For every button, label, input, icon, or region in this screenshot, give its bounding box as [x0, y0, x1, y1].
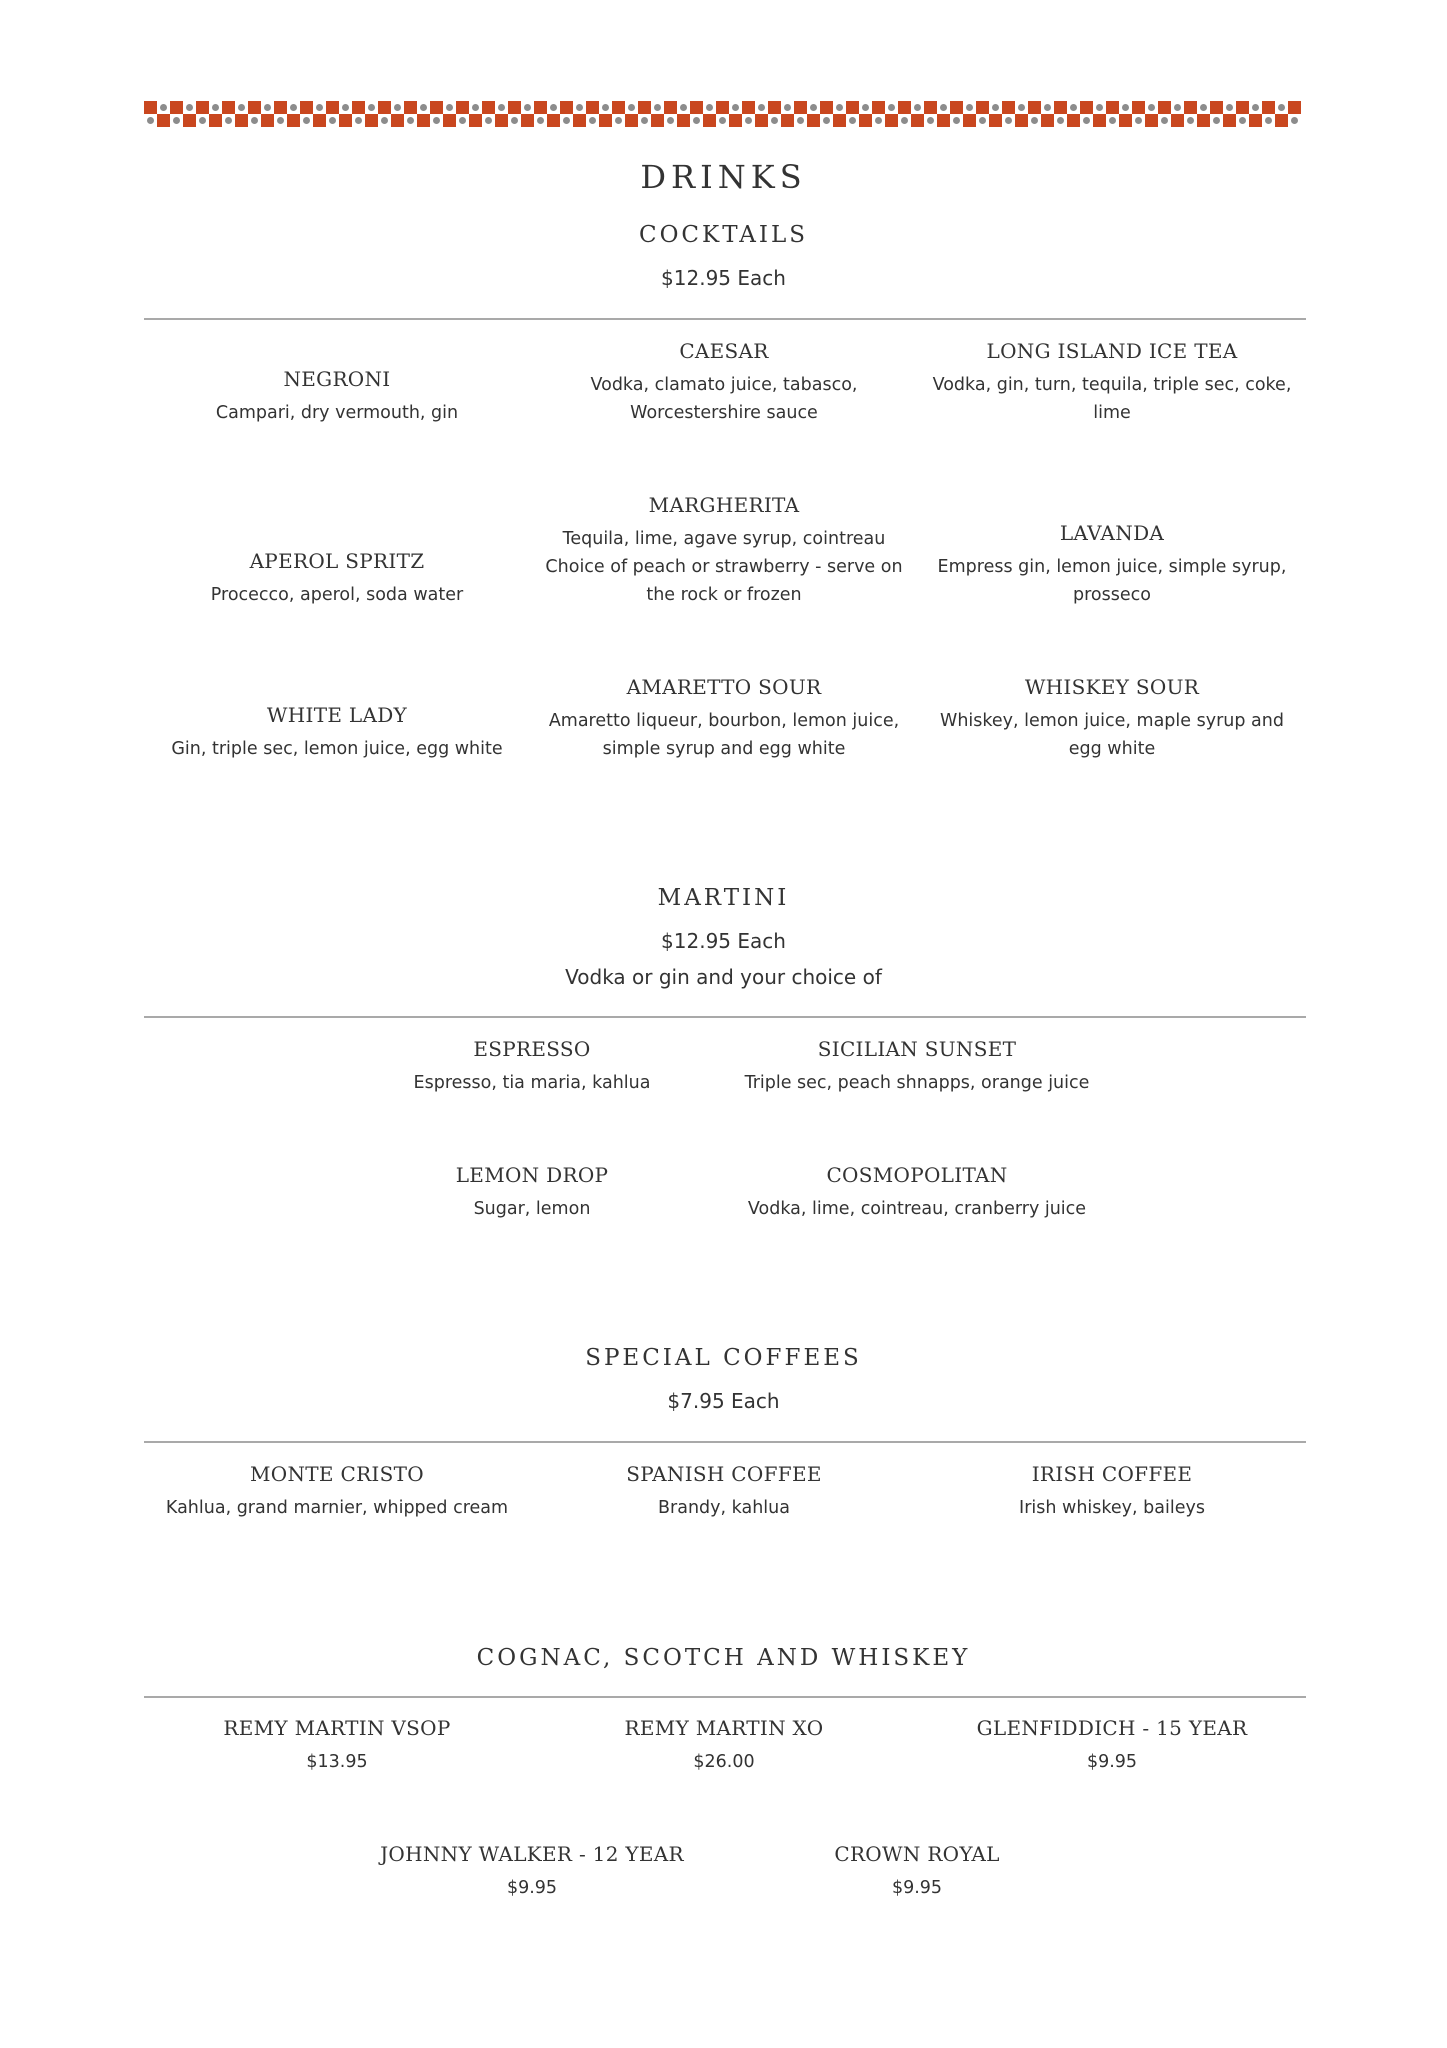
item-name: WHITE LADY [266, 703, 408, 727]
item-name: CROWN ROYAL [834, 1842, 1000, 1866]
item-name: NEGRONI [283, 367, 391, 391]
divider [144, 1016, 1306, 1018]
item-name: COSMOPOLITAN [826, 1163, 1008, 1187]
item-name: AMARETTO SOUR [626, 675, 822, 699]
menu-item [922, 521, 1302, 609]
item-description: Espresso, tia maria, kahlua [413, 1073, 651, 1093]
cocktails-title: COCKTAILS [638, 222, 809, 248]
menu-item [922, 1462, 1302, 1522]
item-description: Procecco, aperol, soda water [210, 585, 464, 605]
item-name: REMY MARTIN XO [624, 1716, 824, 1740]
item-description: Empress gin, lemon juice, simple syrup, prosseco [937, 557, 1287, 605]
item-name: WHISKEY SOUR [1024, 675, 1200, 699]
item-name: CAESAR [679, 339, 769, 363]
menu-item [534, 493, 914, 609]
item-name: LAVANDA [1059, 521, 1165, 545]
item-name: IRISH COFFEE [1031, 1462, 1193, 1486]
coffees-price: $7.95 Each [667, 1389, 780, 1413]
menu-item [342, 1842, 722, 1902]
martini-subtitle: Vodka or gin and your choice of [565, 965, 882, 989]
item-description: Tequila, lime, agave syrup, cointreau Choice of peach or strawberry - serve on the rock or frozen [545, 529, 903, 605]
item-price: $9.95 [506, 1878, 558, 1898]
item-price: $9.95 [1086, 1752, 1138, 1772]
item-price: $13.95 [306, 1752, 368, 1772]
coffees-title: SPECIAL COFFEES [585, 1345, 862, 1371]
menu-item [342, 1163, 722, 1223]
menu-item [727, 1842, 1107, 1902]
menu-item [147, 1462, 527, 1522]
item-price: $9.95 [891, 1878, 943, 1898]
item-description: Sugar, lemon [473, 1199, 591, 1219]
item-name: SPANISH COFFEE [626, 1462, 822, 1486]
menu-item [534, 1716, 914, 1776]
menu-item [727, 1037, 1107, 1097]
divider [144, 1441, 1306, 1443]
item-price: $26.00 [693, 1752, 755, 1772]
martini-price: $12.95 Each [661, 929, 786, 953]
item-description: Triple sec, peach shnapps, orange juice [744, 1073, 1090, 1093]
menu-item [534, 339, 914, 427]
menu-item [534, 675, 914, 763]
item-description: Whiskey, lemon juice, maple syrup and egg white [940, 711, 1284, 759]
menu-item [147, 549, 527, 609]
menu-item [727, 1163, 1107, 1223]
item-description: Campari, dry vermouth, gin [215, 403, 459, 423]
item-name: APEROL SPRITZ [249, 549, 425, 573]
item-description: Gin, triple sec, lemon juice, egg white [171, 739, 503, 759]
menu-item [147, 1716, 527, 1776]
item-description: Irish whiskey, baileys [1019, 1498, 1205, 1518]
menu-item [342, 1037, 722, 1097]
item-description: Vodka, gin, turn, tequila, triple sec, coke, lime [932, 375, 1292, 423]
item-name: LEMON DROP [455, 1163, 609, 1187]
spirits-title: COGNAC, SCOTCH AND WHISKEY [476, 1645, 971, 1671]
item-description: Kahlua, grand marnier, whipped cream [165, 1498, 509, 1518]
item-name: MONTE CRISTO [250, 1462, 424, 1486]
item-name: ESPRESSO [473, 1037, 591, 1061]
cocktails-price: $12.95 Each [661, 266, 786, 290]
item-name: GLENFIDDICH - 15 YEAR [976, 1716, 1248, 1740]
item-name: JOHNNY WALKER - 12 YEAR [380, 1842, 684, 1866]
item-name: LONG ISLAND ICE TEA [986, 339, 1238, 363]
divider [144, 318, 1306, 320]
menu-item [147, 703, 527, 763]
menu-item [147, 367, 527, 427]
divider [144, 1696, 1306, 1698]
menu-item [922, 1716, 1302, 1776]
menu-item [922, 675, 1302, 763]
item-name: SICILIAN SUNSET [817, 1037, 1017, 1061]
item-description: Amaretto liqueur, bourbon, lemon juice, simple syrup and egg white [548, 711, 900, 759]
item-description: Vodka, lime, cointreau, cranberry juice [747, 1199, 1087, 1219]
menu-item [534, 1462, 914, 1522]
item-description: Brandy, kahlua [658, 1498, 790, 1518]
item-name: MARGHERITA [648, 493, 800, 517]
decorative-border [144, 101, 1306, 127]
item-name: REMY MARTIN VSOP [223, 1716, 451, 1740]
page-title: DRINKS [640, 158, 807, 196]
martini-title: MARTINI [657, 885, 790, 911]
item-description: Vodka, clamato juice, tabasco, Worcestershire sauce [590, 375, 858, 423]
menu-item [922, 339, 1302, 427]
